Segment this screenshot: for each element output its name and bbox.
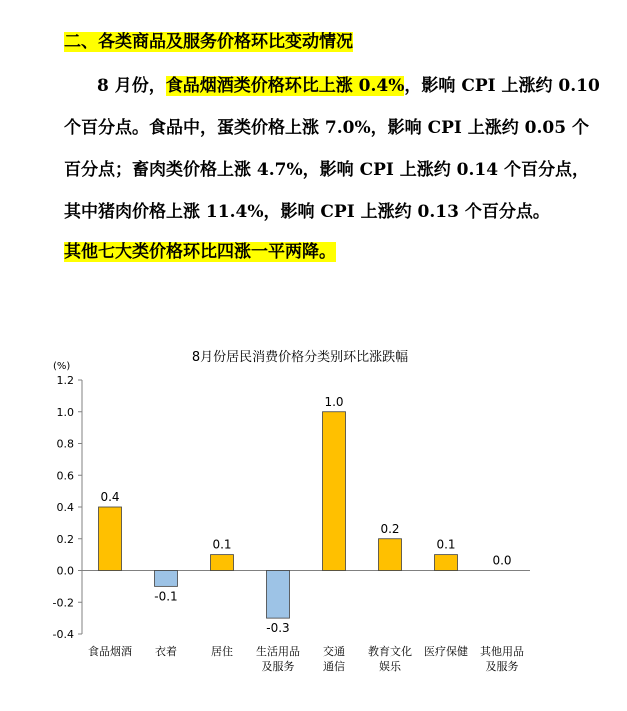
x-tick-label: 其他用品 [480, 645, 524, 658]
data-label: 0.1 [436, 537, 456, 552]
x-tick-label: 娱乐 [379, 660, 401, 673]
chart-title: 8月份居民消费价格分类别环比涨跌幅 [191, 350, 409, 365]
document-text [0, 0, 627, 290]
y-tick-label: 0.2 [56, 532, 74, 546]
x-tick-label: 居住 [211, 645, 233, 658]
data-label: 0.2 [380, 521, 400, 536]
paragraph-line-4: 其中猪肉价格上涨 11.4%，影响 CPI 上涨约 0.13 个百分点。 [64, 202, 550, 222]
x-tick-label: 及服务 [261, 660, 295, 673]
y-tick-label: 0.8 [56, 437, 74, 451]
text-segment: ，影响 CPI 上涨约 0.10 [404, 76, 600, 96]
x-tick-label: 交通 [323, 645, 345, 658]
y-tick-label: -0.4 [52, 628, 74, 641]
data-label: 0.1 [212, 537, 232, 552]
highlighted-text: 食品烟酒类价格环比上涨 0.4% [165, 76, 405, 96]
paragraph-line-2: 个百分点。食品中，蛋类价格上涨 7.0%，影响 CPI 上涨约 0.05 个 [64, 118, 589, 138]
section-heading [64, 30, 353, 54]
bar [99, 507, 122, 571]
bar [323, 412, 346, 571]
bar [211, 555, 234, 571]
bar [155, 571, 178, 587]
x-tick-label: 食品烟酒 [88, 645, 132, 658]
y-axis-unit: (%) [53, 361, 71, 372]
paragraph-line-3: 百分点；畜肉类价格上涨 4.7%，影响 CPI 上涨约 0.14 个百分点， [64, 160, 589, 180]
x-tick-label: 衣着 [155, 645, 177, 658]
x-tick-label: 及服务 [485, 660, 519, 673]
y-tick-label: 1.2 [56, 374, 74, 387]
paragraph-2 [64, 240, 336, 264]
y-tick-label: 1.0 [56, 405, 74, 419]
y-tick-label: 0.6 [56, 469, 74, 483]
data-label: -0.3 [266, 621, 290, 636]
data-label: 0.4 [100, 490, 120, 504]
y-tick-label: 0.0 [56, 564, 74, 578]
y-tick-label: -0.2 [52, 596, 74, 610]
x-tick-label: 生活用品 [256, 645, 300, 658]
highlighted-text: 其他七大类价格环比四涨一平两降。 [64, 242, 336, 262]
x-tick-label: 通信 [323, 660, 345, 673]
data-label: 0.0 [492, 553, 512, 568]
heading-highlight: 二、各类商品及服务价格环比变动情况 [64, 32, 353, 52]
x-tick-label: 教育文化 [368, 645, 412, 658]
bar [267, 571, 290, 619]
data-label: 1.0 [324, 394, 344, 409]
x-tick-label: 医疗保健 [424, 645, 468, 658]
data-label: -0.1 [154, 589, 178, 604]
text-segment: 8 月份， [97, 76, 166, 96]
bar [379, 539, 402, 571]
bar-chart [0, 330, 627, 711]
bar [435, 555, 458, 571]
y-tick-label: 0.4 [56, 501, 74, 514]
paragraph-line-1 [97, 74, 600, 98]
